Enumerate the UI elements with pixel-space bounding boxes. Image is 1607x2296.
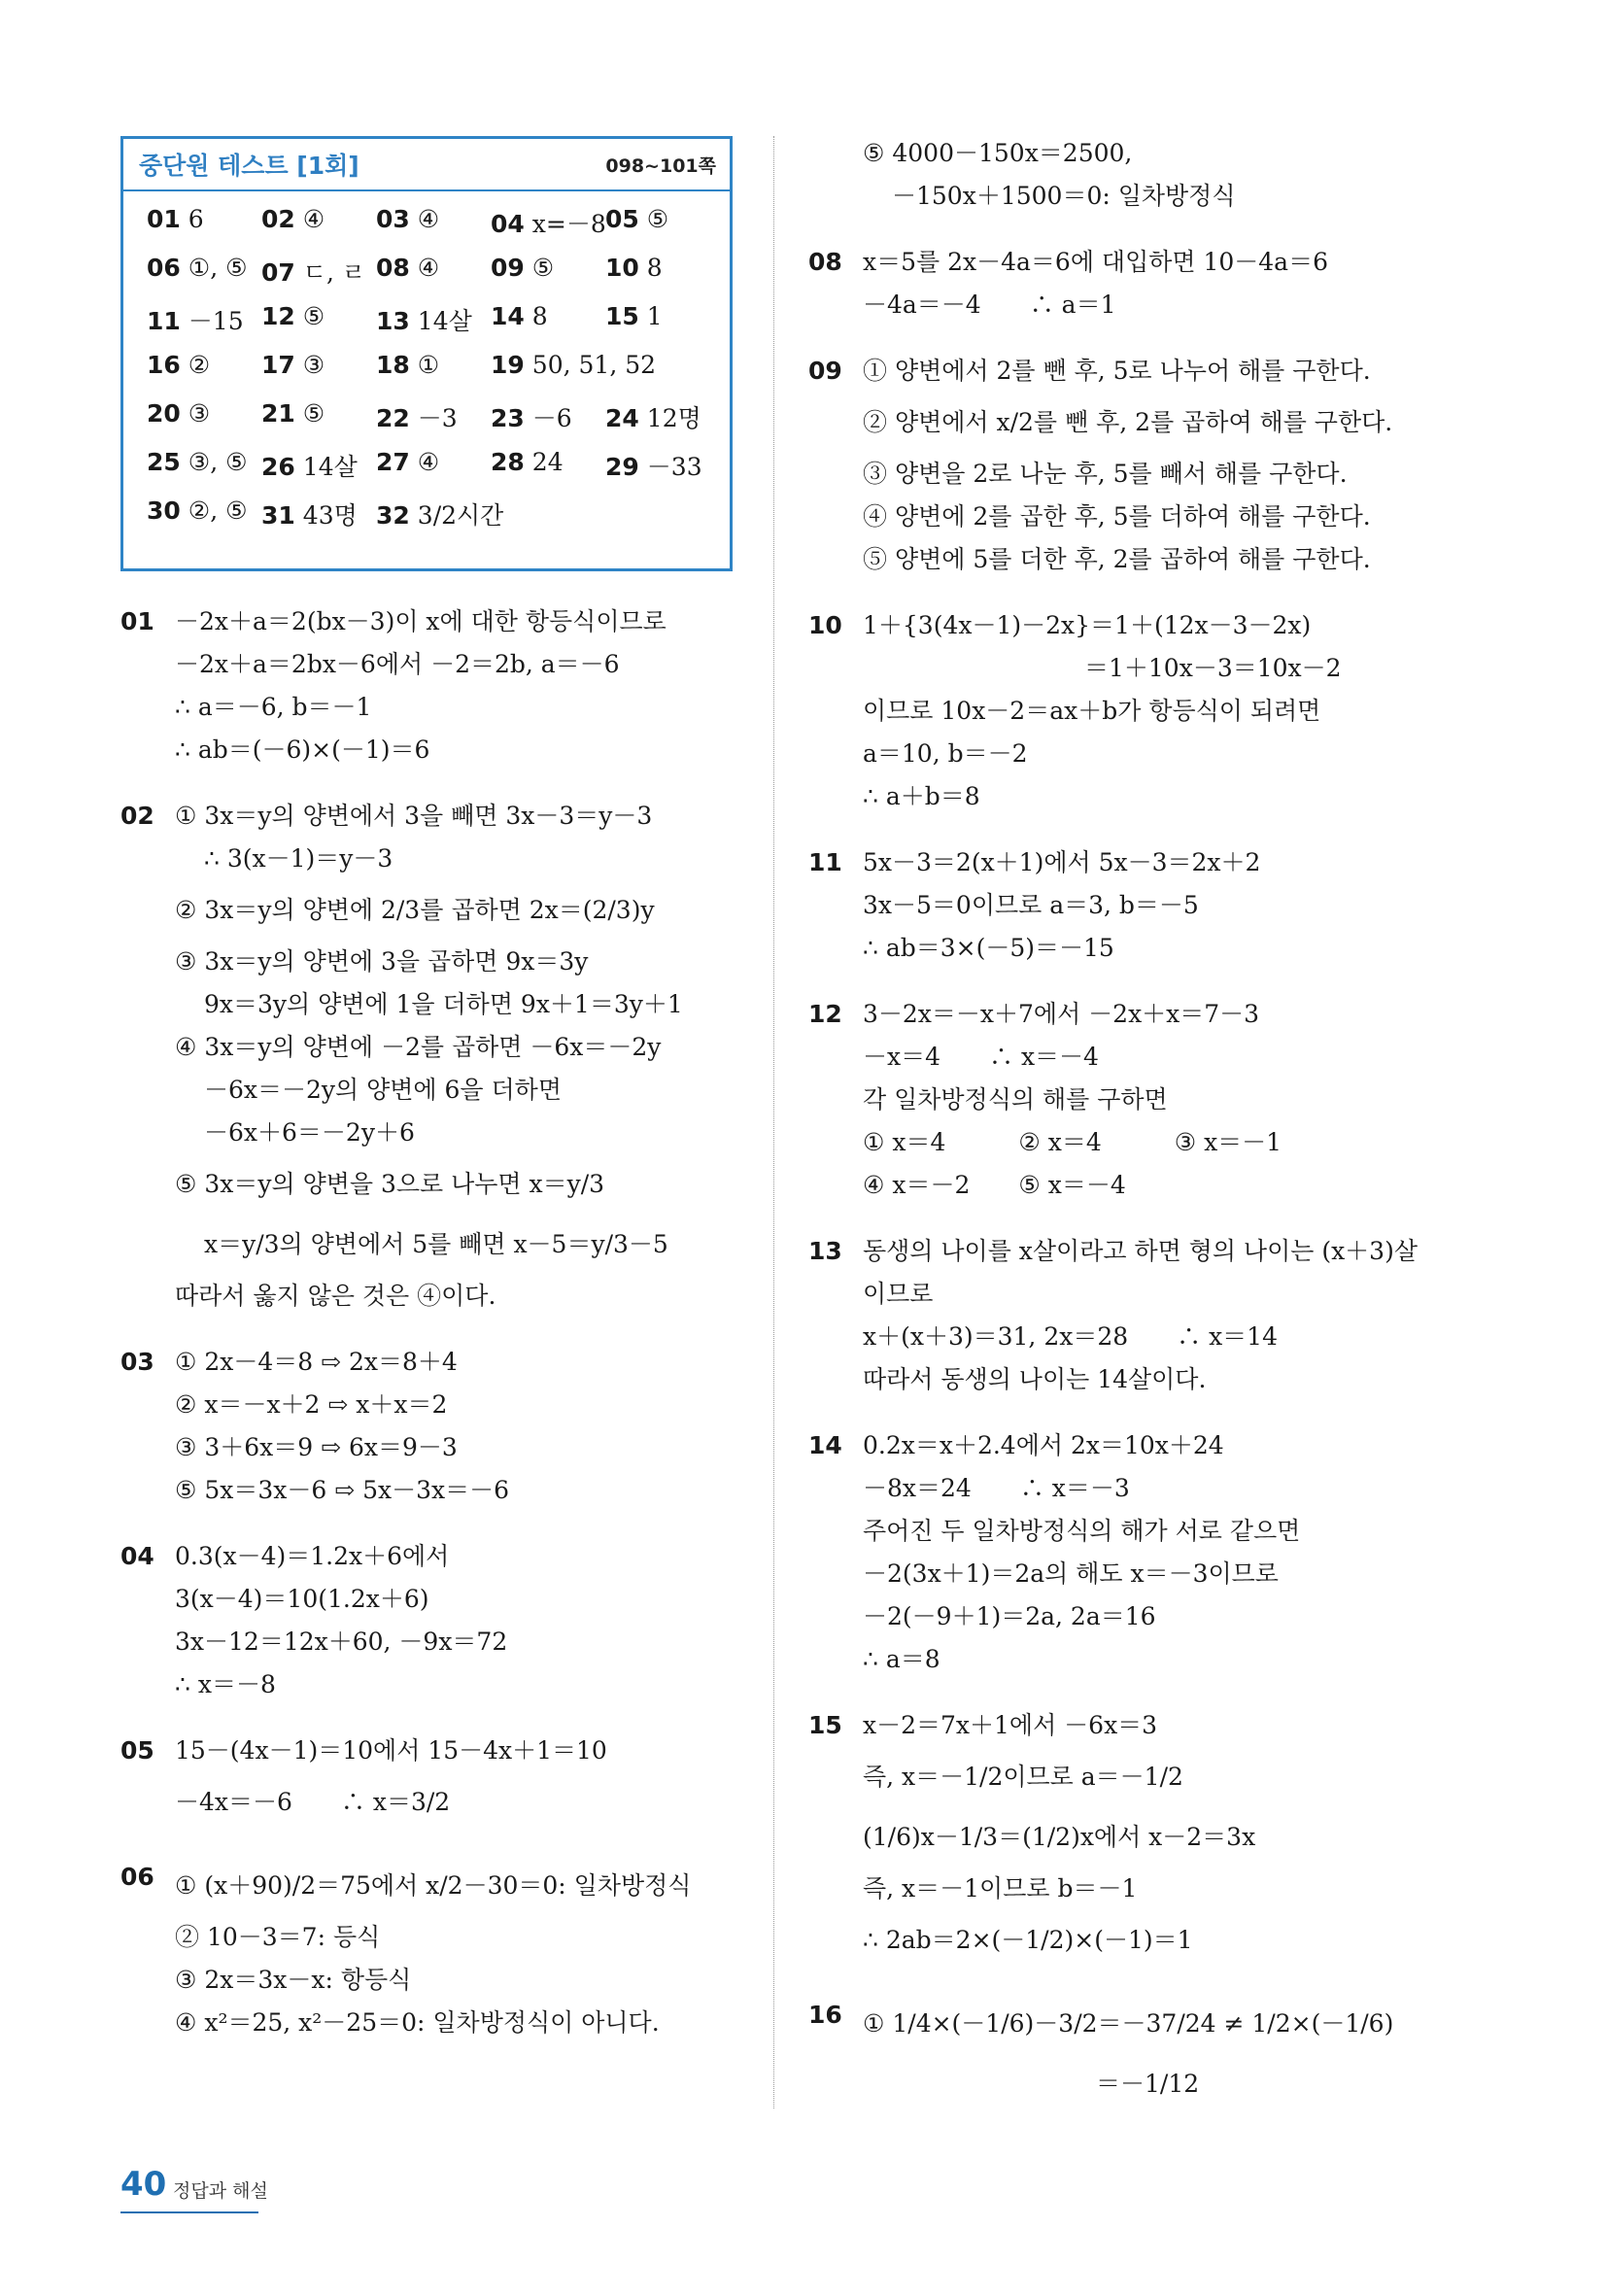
answer-question-number: 31 xyxy=(261,501,295,530)
answer-question-number: 04 xyxy=(491,210,525,238)
answer-value: ⑤ xyxy=(646,205,669,233)
answer-value: 24 xyxy=(531,448,564,476)
answer-cell xyxy=(376,448,439,476)
solution-line: ② x＝－x＋2 ⇨ x＋x＝2 xyxy=(175,1390,448,1419)
solution-line: ④ 양변에 2를 곱한 후, 5를 더하여 해를 구한다. xyxy=(863,502,1371,531)
solution-number: 01 xyxy=(120,607,154,635)
answer-question-number: 19 xyxy=(491,351,525,379)
solution-line: x＝5를 2x－4a＝6에 대입하면 10－4a＝6 xyxy=(863,248,1328,276)
answer-value: ④ xyxy=(417,254,440,282)
answer-value: ㄷ, ㄹ xyxy=(302,258,365,287)
answer-cell xyxy=(376,254,439,282)
solution-line: 이므로 xyxy=(863,1280,934,1308)
answer-question-number: 16 xyxy=(147,351,181,379)
answer-box-page-range: 098~101쪽 xyxy=(605,155,716,177)
solution-block xyxy=(808,1994,1411,2114)
answer-question-number: 09 xyxy=(491,254,525,282)
answer-cell xyxy=(605,448,702,483)
solution-line: ∴ 2ab＝2×(－1/2)×(－1)＝1 xyxy=(863,1926,1193,1954)
left-column xyxy=(120,136,742,2068)
answer-question-number: 20 xyxy=(147,399,181,428)
solution-block xyxy=(808,1424,1411,1681)
answer-cell xyxy=(376,302,472,337)
solution-line: －2(3x＋1)＝2a의 해도 x＝－3이므로 xyxy=(863,1559,1279,1588)
solution-line: ⑤ 5x＝3x－6 ⇨ 5x－3x＝－6 xyxy=(175,1476,510,1504)
answer-box-header xyxy=(123,139,730,191)
answer-value: x=－8 xyxy=(531,210,606,238)
answer-cell xyxy=(147,399,210,428)
solution-number: 14 xyxy=(808,1431,842,1459)
answer-value: ⑤ xyxy=(531,254,555,282)
solution-line: －2(－9＋1)＝2a, 2a＝16 xyxy=(863,1602,1156,1630)
solution-line: x＝y/3의 양변에서 5를 빼면 x－5＝y/3－5 xyxy=(204,1230,668,1258)
answer-cell xyxy=(147,205,204,233)
solution-line: ∴ a＋b＝8 xyxy=(863,782,980,810)
solution-number: 10 xyxy=(808,611,842,639)
answer-cell xyxy=(261,302,325,330)
solution-line: ② 3x＝y의 양변에 2/3를 곱하면 2x＝(2/3)y xyxy=(175,896,655,924)
solution-line: 각 일차방정식의 해를 구하면 xyxy=(863,1085,1168,1114)
solution-line: (1/6)x－1/3＝(1/2)x에서 x－2＝3x xyxy=(863,1823,1256,1851)
solution-line: －2x＋a＝2(bx－3)이 x에 대한 항등식이므로 xyxy=(175,607,667,635)
answer-question-number: 17 xyxy=(261,351,295,379)
answer-question-number: 23 xyxy=(491,404,525,432)
answer-cell xyxy=(147,351,210,379)
solution-line: 즉, x＝－1/2이므로 a＝－1/2 xyxy=(863,1763,1183,1791)
solution-line: －6x＝－2y의 양변에 6을 더하면 xyxy=(204,1076,562,1104)
answer-question-number: 21 xyxy=(261,399,295,428)
answer-value: 12명 xyxy=(646,404,701,432)
solution-line: ∴ ab＝3×(－5)＝－15 xyxy=(863,934,1114,962)
solution-line: 15－(4x－1)＝10에서 15－4x＋1＝10 xyxy=(175,1736,607,1765)
answer-value: 14살 xyxy=(302,453,358,481)
solution-line: ① (x＋90)/2＝75에서 x/2－30＝0: 일차방정식 xyxy=(175,1871,692,1900)
solution-line: 즉, x＝－1이므로 b＝－1 xyxy=(863,1874,1138,1902)
answer-question-number: 14 xyxy=(491,302,525,330)
answer-value: 8 xyxy=(646,254,663,282)
solution-line: ∴ 3(x－1)＝y－3 xyxy=(204,844,393,873)
solution-line: ① 3x＝y의 양변에서 3을 빼면 3x－3＝y－3 xyxy=(175,802,653,830)
right-column xyxy=(808,132,1418,2138)
solution-line: －4x＝－6 ∴ x＝3/2 xyxy=(175,1788,451,1816)
answer-cell xyxy=(491,448,564,476)
solution-block xyxy=(808,841,1411,970)
answer-cell xyxy=(605,399,701,434)
answer-value: 3/2시간 xyxy=(417,501,504,530)
solution-line: －8x＝24 ∴ x＝－3 xyxy=(863,1474,1130,1502)
solution-line: 0.2x＝x＋2.4에서 2x＝10x＋24 xyxy=(863,1431,1224,1459)
answer-cell xyxy=(147,448,248,476)
answer-question-number: 13 xyxy=(376,307,410,335)
answer-value: ③ xyxy=(302,351,325,379)
answer-cell xyxy=(376,351,439,379)
solution-line: －150x＋1500＝0: 일차방정식 xyxy=(892,182,1236,210)
solution-block xyxy=(120,795,742,1318)
answer-cell xyxy=(605,302,663,330)
answer-cell xyxy=(605,205,668,233)
answer-question-number: 22 xyxy=(376,404,410,432)
solution-block xyxy=(120,600,742,771)
solution-number: 09 xyxy=(808,357,842,385)
answer-question-number: 27 xyxy=(376,448,410,476)
answer-value: 6 xyxy=(188,205,204,233)
solution-line: ④ x²＝25, x²－25＝0: 일차방정식이 아니다. xyxy=(175,2008,660,2037)
page-number: 40 xyxy=(120,2165,167,2204)
solution-line: 따라서 동생의 나이는 14살이다. xyxy=(863,1365,1207,1393)
solution-number: 12 xyxy=(808,1000,842,1028)
solution-line: ③ 3＋6x＝9 ⇨ 6x＝9－3 xyxy=(175,1433,458,1461)
answer-value: ④ xyxy=(417,205,440,233)
solution-block xyxy=(808,993,1411,1207)
solution-line: 5x－3＝2(x＋1)에서 5x－3＝2x＋2 xyxy=(863,848,1261,876)
answer-cell xyxy=(491,254,554,282)
answer-question-number: 05 xyxy=(605,205,639,233)
answer-cell xyxy=(147,497,248,525)
answer-value: ① xyxy=(417,351,440,379)
answer-cell xyxy=(147,254,248,282)
solution-block xyxy=(808,1704,1411,1970)
solution-number: 02 xyxy=(120,802,154,830)
solution-number: 06 xyxy=(120,1863,154,1891)
answer-box-title: 중단원 테스트 [1회] xyxy=(139,152,359,180)
answer-row xyxy=(147,448,730,497)
answer-value: ② xyxy=(188,351,211,379)
solution-number: 16 xyxy=(808,2001,842,2029)
solution-line: a＝10, b＝－2 xyxy=(863,739,1028,768)
answer-value: －6 xyxy=(531,404,572,432)
solution-line: 이므로 10x－2＝ax＋b가 항등식이 되려면 xyxy=(863,697,1321,725)
solution-line: 0.3(x－4)＝1.2x＋6에서 xyxy=(175,1542,450,1570)
answer-cell xyxy=(261,399,325,428)
answer-cell xyxy=(376,399,458,434)
answer-question-number: 10 xyxy=(605,254,639,282)
answer-value: ③ xyxy=(188,399,211,428)
answer-question-number: 28 xyxy=(491,448,525,476)
solution-line: 9x＝3y의 양변에 1을 더하면 9x＋1＝3y＋1 xyxy=(204,990,683,1018)
solution-block xyxy=(808,350,1411,581)
solution-line: ＝1＋10x－3＝10x－2 xyxy=(1084,654,1342,682)
answer-cell xyxy=(261,351,325,379)
answer-question-number: 03 xyxy=(376,205,410,233)
answer-question-number: 32 xyxy=(376,501,410,530)
answer-question-number: 02 xyxy=(261,205,295,233)
column-divider xyxy=(773,136,774,2108)
answer-value: ⑤ xyxy=(302,302,325,330)
answer-value: ④ xyxy=(417,448,440,476)
answer-cell xyxy=(261,497,358,531)
solution-number: 15 xyxy=(808,1711,842,1739)
answer-question-number: 08 xyxy=(376,254,410,282)
solution-line: ③ 3x＝y의 양변에 3을 곱하면 9x＝3y xyxy=(175,947,589,976)
answer-row xyxy=(147,497,730,570)
solution-line: ＝－1/12 xyxy=(1096,2070,1200,2098)
answer-summary-box xyxy=(120,136,733,571)
solution-line: ⑤ 4000－150x＝2500, xyxy=(863,139,1133,167)
answer-question-number: 30 xyxy=(147,497,181,525)
answer-cell xyxy=(491,399,572,434)
answer-value: 43명 xyxy=(302,501,358,530)
solution-line: 3x－5＝0이므로 a＝3, b＝－5 xyxy=(863,891,1199,919)
solution-line: ∴ a＝－6, b＝－1 xyxy=(175,693,372,721)
answer-question-number: 11 xyxy=(147,307,181,335)
solution-line: ④ 3x＝y의 양변에 －2를 곱하면 －6x＝－2y xyxy=(175,1033,662,1061)
answer-question-number: 07 xyxy=(261,258,295,287)
solution-block xyxy=(120,1535,742,1706)
solutions-right xyxy=(808,132,1418,2114)
solution-number: 05 xyxy=(120,1736,154,1765)
footer-label: 정답과 해설 xyxy=(173,2180,268,2202)
answer-cell xyxy=(147,302,244,337)
solution-line: ④ x＝－2 ⑤ x＝－4 xyxy=(863,1171,1126,1199)
solution-line: －2x＋a＝2bx－6에서 －2＝2b, a＝－6 xyxy=(175,650,620,678)
solution-line: ⑤ 3x＝y의 양변을 3으로 나누면 x＝y/3 xyxy=(175,1170,605,1198)
solution-line: ∴ ab＝(－6)×(－1)＝6 xyxy=(175,736,430,764)
solution-block xyxy=(120,1856,742,2044)
answer-cell xyxy=(261,254,365,289)
answer-value: 8 xyxy=(531,302,548,330)
solution-number: 11 xyxy=(808,848,842,876)
answer-cell xyxy=(261,448,358,483)
answer-cell xyxy=(376,205,439,233)
answer-value: ⑤ xyxy=(302,399,325,428)
answer-cell xyxy=(491,351,656,379)
solution-line: ① 1/4×(－1/6)－3/2＝－37/24 ≠ 1/2×(－1/6) xyxy=(863,2009,1394,2038)
answer-cell xyxy=(605,254,663,282)
solution-line: ① 2x－4＝8 ⇨ 2x＝8＋4 xyxy=(175,1348,458,1376)
answer-value: －15 xyxy=(188,307,244,335)
solution-block xyxy=(808,1230,1418,1401)
answer-question-number: 01 xyxy=(147,205,181,233)
answer-question-number: 24 xyxy=(605,404,639,432)
solution-line: 주어진 두 일차방정식의 해가 서로 같으면 xyxy=(863,1517,1301,1545)
solution-line: ⑤ 양변에 5를 더한 후, 2를 곱하여 해를 구한다. xyxy=(863,545,1371,573)
footer-rule xyxy=(120,2211,258,2213)
solution-number: 03 xyxy=(120,1348,154,1376)
solution-line: ∴ a＝8 xyxy=(863,1645,940,1673)
answer-row xyxy=(147,399,730,448)
answer-cell xyxy=(376,497,503,531)
solution-block xyxy=(808,241,1411,326)
solution-line: 따라서 옳지 않은 것은 ④이다. xyxy=(175,1282,496,1310)
answer-grid xyxy=(147,205,730,570)
solution-line: 3(x－4)＝10(1.2x＋6) xyxy=(175,1585,429,1613)
solution-line: ① x＝4 ② x＝4 ③ x＝－1 xyxy=(863,1128,1282,1156)
answer-question-number: 15 xyxy=(605,302,639,330)
solution-line: ② 10－3＝7: 등식 xyxy=(175,1923,381,1951)
solution-block xyxy=(808,132,1411,218)
solution-line: x－2＝7x＋1에서 －6x＝3 xyxy=(863,1711,1158,1739)
answer-value: －3 xyxy=(417,404,458,432)
answer-value: ②, ⑤ xyxy=(188,497,248,525)
solution-line: －4a＝－4 ∴ a＝1 xyxy=(863,291,1116,319)
answer-question-number: 18 xyxy=(376,351,410,379)
solution-line: ② 양변에서 x/2를 뺀 후, 2를 곱하여 해를 구한다. xyxy=(863,408,1393,436)
answer-row xyxy=(147,302,730,351)
answer-value: －33 xyxy=(646,453,702,481)
solution-line: －6x＋6＝－2y＋6 xyxy=(204,1118,415,1147)
answer-value: ④ xyxy=(302,205,325,233)
solution-line: 3－2x＝－x＋7에서 －2x＋x＝7－3 xyxy=(863,1000,1260,1028)
solution-line: ① 양변에서 2를 뺀 후, 5로 나누어 해를 구한다. xyxy=(863,357,1371,385)
solution-block xyxy=(120,1341,742,1512)
answer-cell xyxy=(491,205,606,240)
solutions-left xyxy=(120,600,742,2044)
answer-question-number: 25 xyxy=(147,448,181,476)
solution-number: 04 xyxy=(120,1542,154,1570)
solution-line: ③ 2x＝3x－x: 항등식 xyxy=(175,1966,412,1994)
answer-value: 1 xyxy=(646,302,663,330)
solution-number: 13 xyxy=(808,1237,842,1265)
solution-number: 08 xyxy=(808,248,842,276)
answer-value: 14살 xyxy=(417,307,472,335)
answer-cell xyxy=(491,302,548,330)
answer-row xyxy=(147,254,730,302)
solution-line: 3x－12＝12x＋60, －9x＝72 xyxy=(175,1628,508,1656)
answer-question-number: 29 xyxy=(605,453,639,481)
answer-value: ③, ⑤ xyxy=(188,448,248,476)
answer-question-number: 12 xyxy=(261,302,295,330)
solution-line: ③ 양변을 2로 나눈 후, 5를 빼서 해를 구한다. xyxy=(863,460,1348,488)
answer-row xyxy=(147,205,730,254)
solution-block xyxy=(120,1730,742,1833)
answer-value: ①, ⑤ xyxy=(188,254,248,282)
answer-value: 50, 51, 52 xyxy=(531,351,657,379)
answer-cell xyxy=(261,205,325,233)
answer-row xyxy=(147,351,730,399)
solution-line: 1＋{3(4x－1)－2x}＝1＋(12x－3－2x) xyxy=(863,611,1312,639)
solution-line: －x＝4 ∴ x＝－4 xyxy=(863,1043,1099,1071)
solution-line: x＋(x＋3)＝31, 2x＝28 ∴ x＝14 xyxy=(863,1322,1278,1351)
solution-line: ∴ x＝－8 xyxy=(175,1670,276,1698)
solution-line: 동생의 나이를 x살이라고 하면 형의 나이는 (x＋3)살 xyxy=(863,1237,1418,1265)
answer-question-number: 06 xyxy=(147,254,181,282)
solution-block xyxy=(808,604,1411,818)
answer-question-number: 26 xyxy=(261,453,295,481)
